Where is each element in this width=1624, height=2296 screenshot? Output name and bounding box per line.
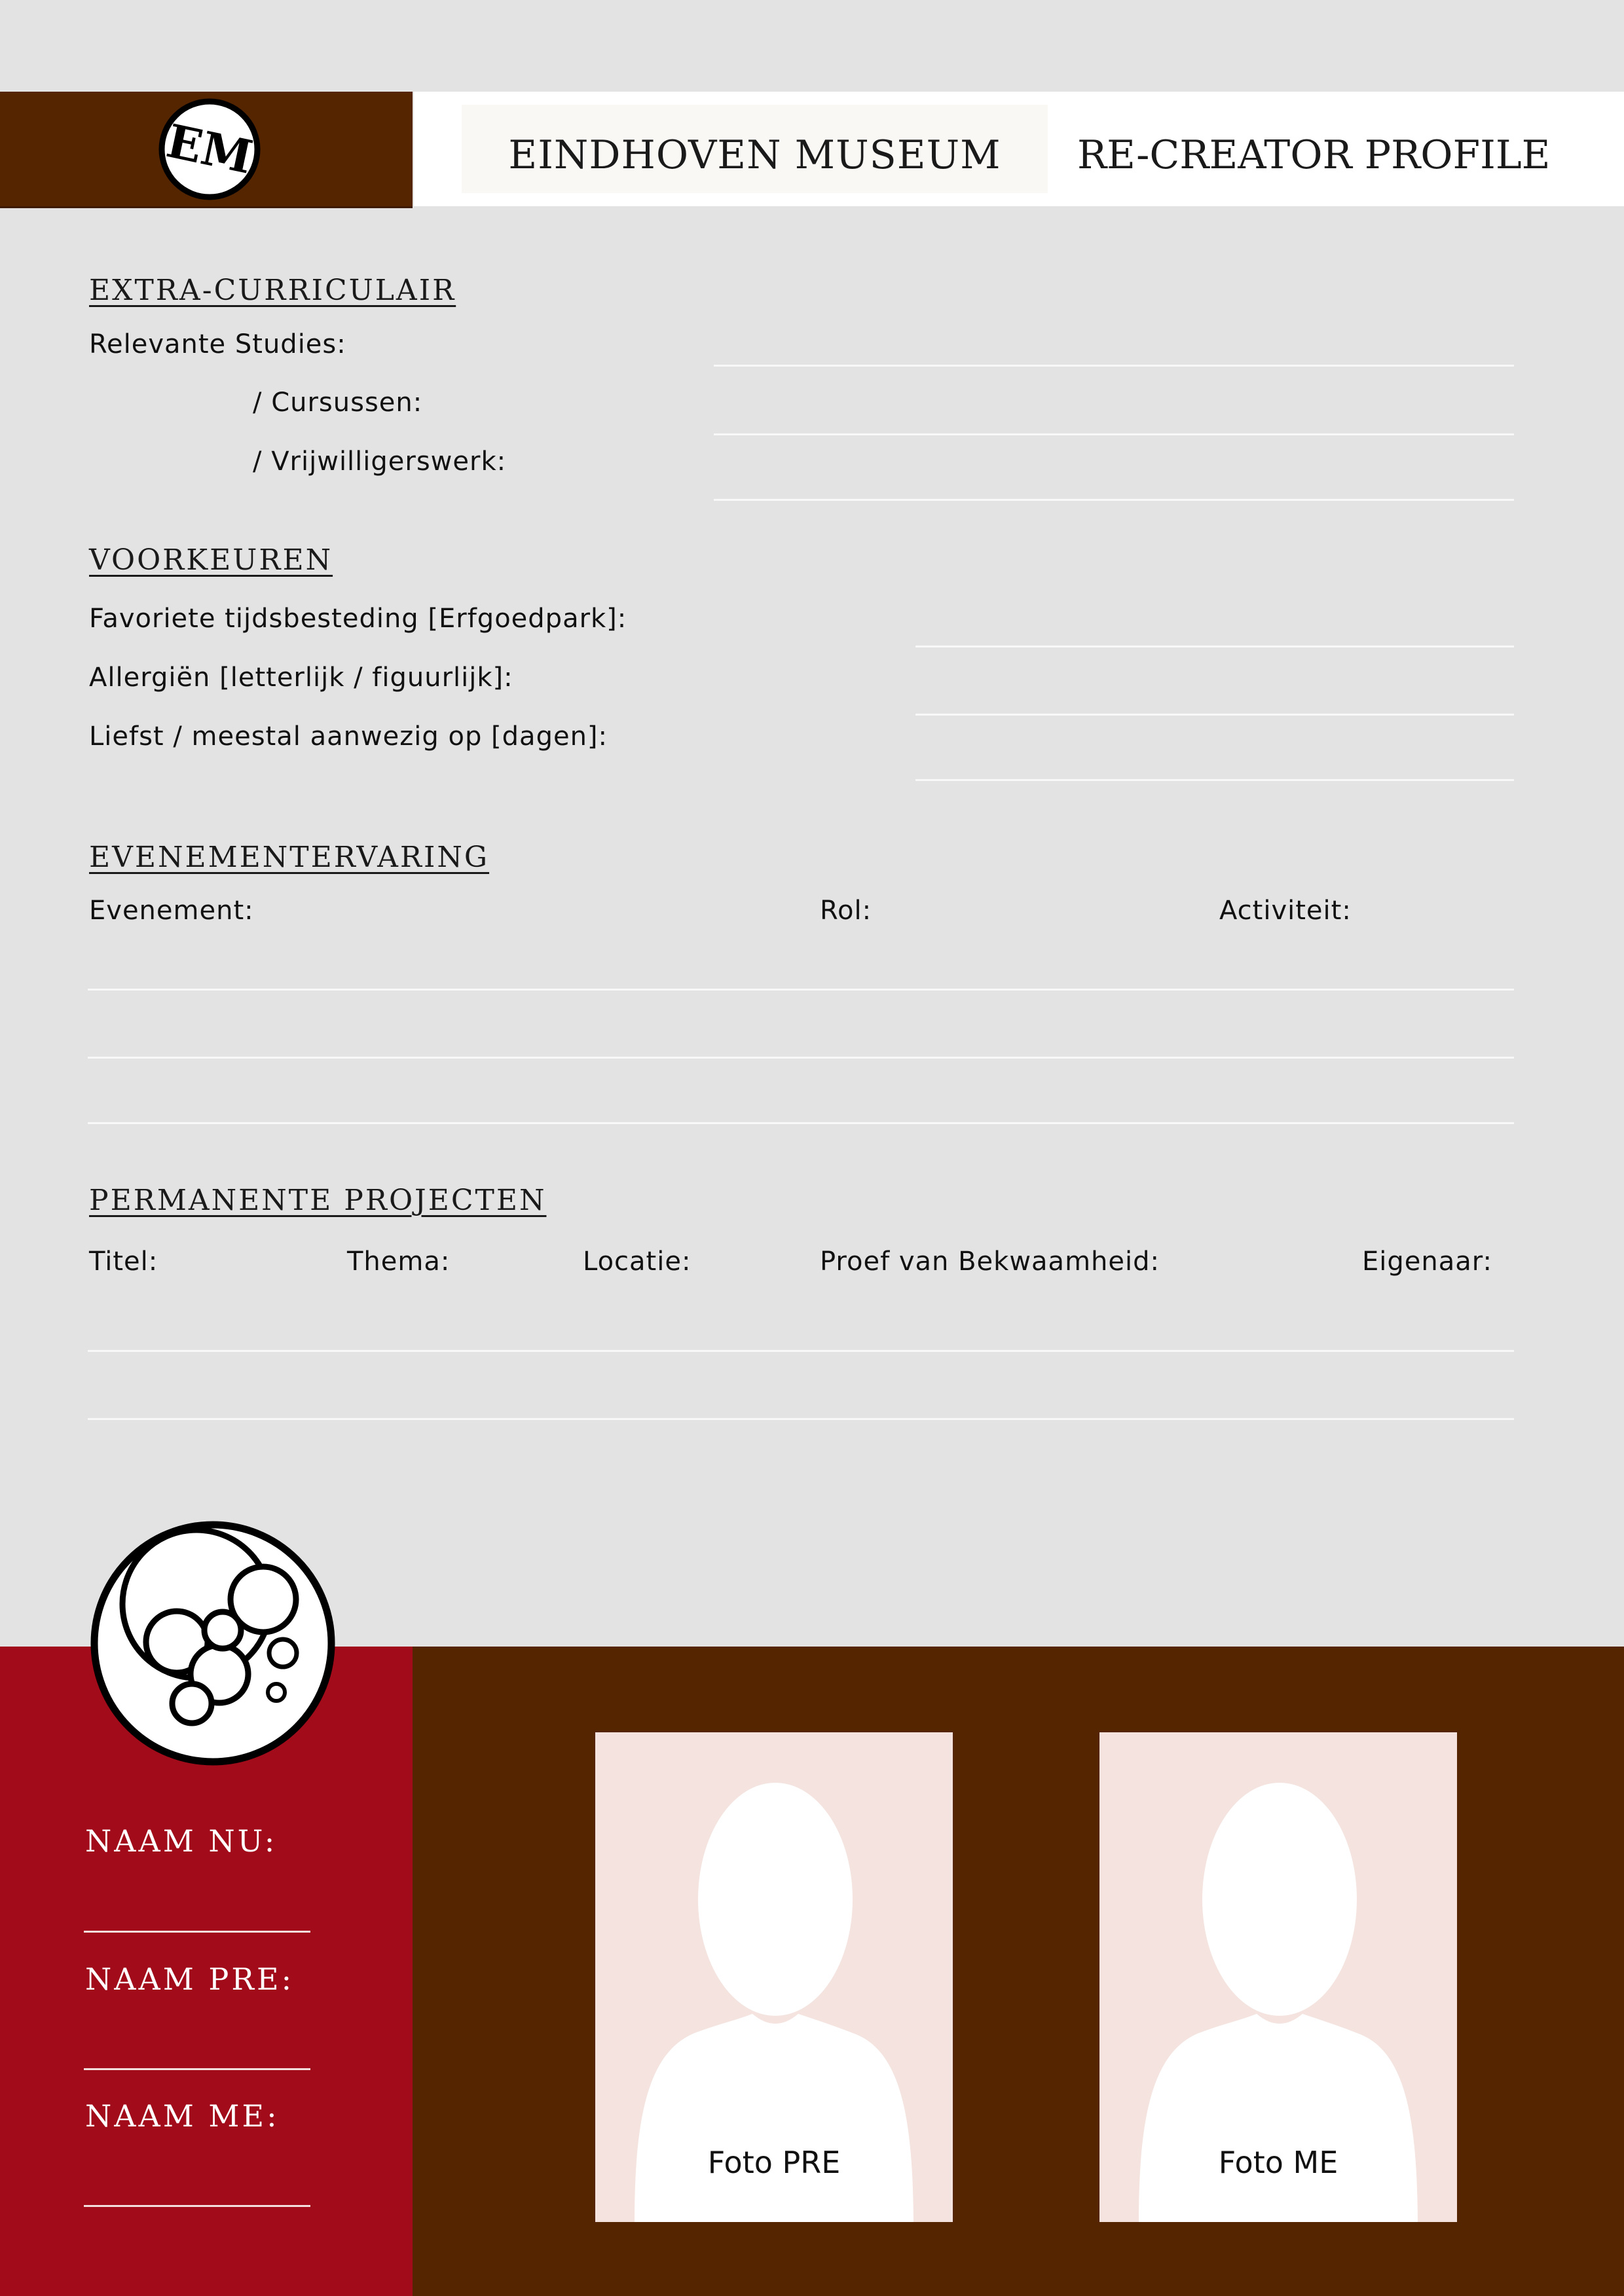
- name-pre-field-line[interactable]: [84, 2068, 310, 2070]
- theme-column-header: Thema:: [347, 1247, 451, 1277]
- location-column-header: Locatie:: [583, 1247, 692, 1277]
- allergies-label: Allergiën [letterlijk / figuurlijk]:: [89, 663, 513, 693]
- photo-pre-caption: Foto PRE: [707, 2145, 841, 2180]
- extra-curricular-heading: EXTRA-CURRICULAIR: [89, 274, 456, 307]
- name-now-field-line[interactable]: [84, 1931, 310, 1933]
- days-field-line[interactable]: [915, 779, 1514, 781]
- photo-me-caption: Foto ME: [1218, 2145, 1338, 2180]
- days-label: Liefst / meestal aanwezig op [dagen]:: [89, 721, 608, 752]
- studies-field-line[interactable]: [714, 365, 1514, 367]
- event-column-header: Evenement:: [89, 896, 254, 926]
- title-column-header: Titel:: [89, 1247, 158, 1277]
- event-row-line[interactable]: [88, 989, 1514, 991]
- name-me-label: NAAM ME:: [85, 2098, 280, 2134]
- events-heading: EVENEMENTERVARING: [89, 841, 490, 874]
- pastime-label: Favoriete tijdsbesteding [Erfgoedpark]:: [89, 604, 627, 634]
- photo-me-frame[interactable]: [1099, 1732, 1457, 2222]
- owner-column-header: Eigenaar:: [1362, 1247, 1492, 1277]
- project-row-line[interactable]: [88, 1350, 1514, 1352]
- volunteer-field-line[interactable]: [714, 499, 1514, 501]
- activity-column-header: Activiteit:: [1219, 896, 1352, 926]
- photo-pre-frame[interactable]: [595, 1732, 953, 2222]
- project-row-line[interactable]: [88, 1418, 1514, 1420]
- header-logo-bar: [0, 92, 413, 208]
- pastime-field-line[interactable]: [915, 646, 1514, 647]
- courses-label: / Cursussen:: [253, 388, 423, 418]
- name-me-field-line[interactable]: [84, 2205, 310, 2207]
- proficiency-column-header: Proef van Bekwaamheid:: [820, 1247, 1160, 1277]
- event-row-line[interactable]: [88, 1122, 1514, 1124]
- allergies-field-line[interactable]: [915, 714, 1514, 716]
- name-now-label: NAAM NU:: [85, 1823, 278, 1859]
- logo-monogram-text: EM: [162, 113, 257, 185]
- preferences-heading: VOORKEUREN: [89, 543, 333, 577]
- volunteer-label: / Vrijwilligerswerk:: [253, 446, 507, 477]
- bubbles-logo: [85, 1516, 341, 1771]
- courses-field-line[interactable]: [714, 433, 1514, 435]
- studies-label: Relevante Studies:: [89, 329, 346, 359]
- name-pre-label: NAAM PRE:: [85, 1961, 295, 1997]
- event-row-line[interactable]: [88, 1057, 1514, 1059]
- projects-heading: PERMANENTE PROJECTEN: [89, 1184, 547, 1217]
- em-monogram-logo: [157, 97, 262, 202]
- profile-title: RE-CREATOR PROFILE: [1077, 132, 1551, 178]
- museum-title: EINDHOVEN MUSEUM: [508, 132, 1001, 178]
- role-column-header: Rol:: [820, 896, 872, 926]
